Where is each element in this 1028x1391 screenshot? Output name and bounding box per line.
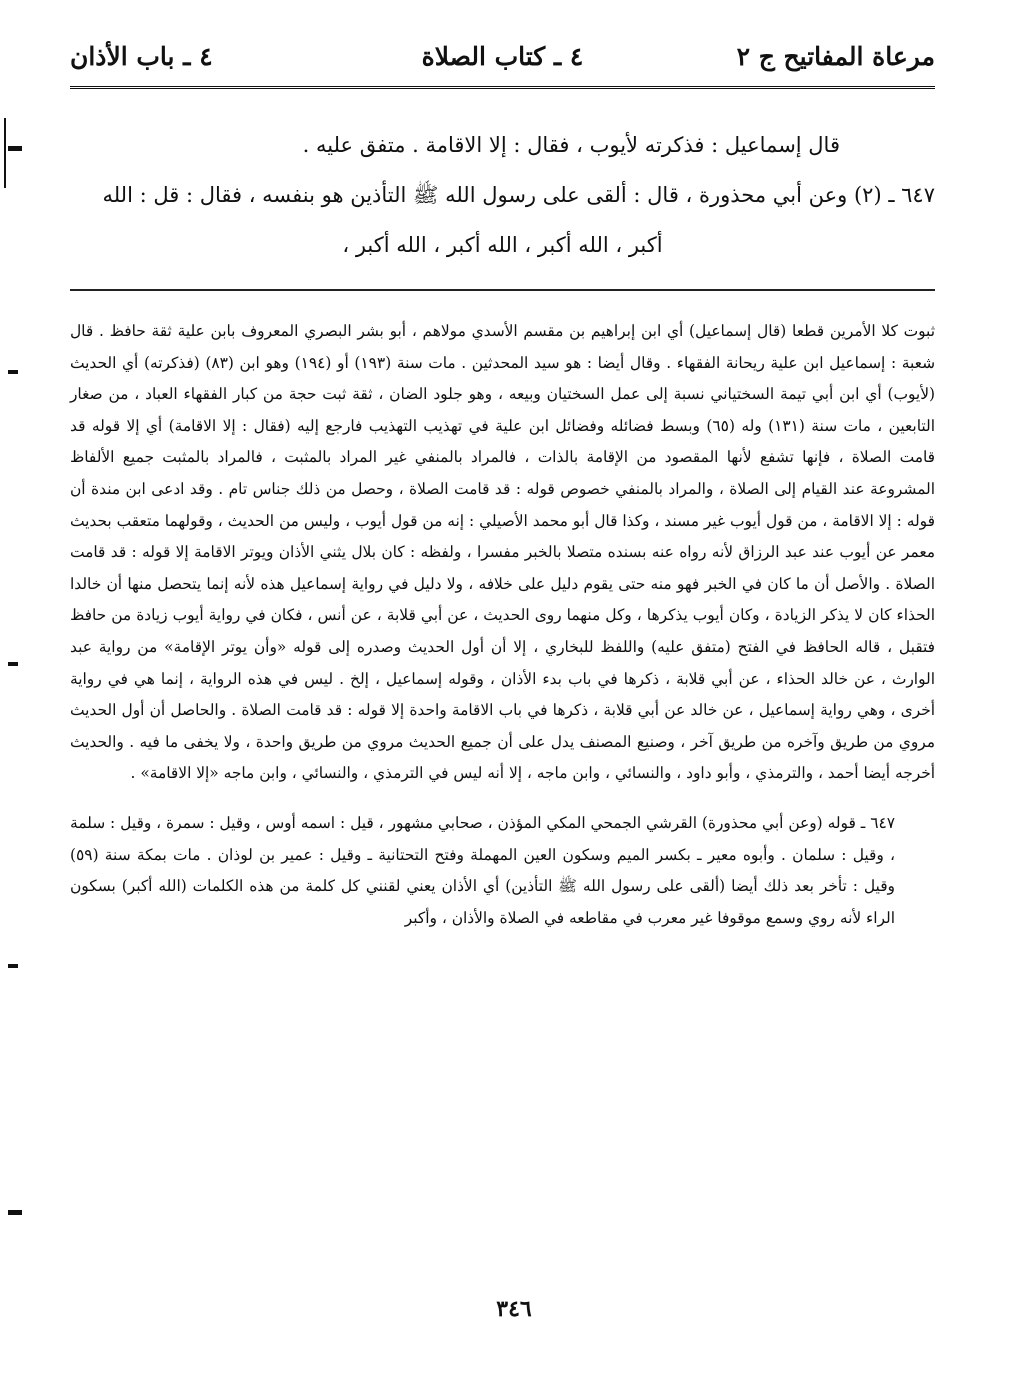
margin-line bbox=[4, 118, 6, 188]
main-text-line-2: ٦٤٧ ـ (٢) وعن أبي محذورة ، قال : ألقى على رسول الله ﷺ التأذين هو بنفسه ، فقال : قل : الله bbox=[102, 183, 935, 207]
margin-mark bbox=[8, 662, 18, 666]
page-number: ٣٤٦ bbox=[496, 1296, 532, 1322]
header-book-title: مرعاة المفاتيح ج ٢ bbox=[736, 42, 935, 71]
main-hadith-text bbox=[70, 120, 935, 270]
main-text-line-1: قال إسماعيل : فذكرته لأيوب ، فقال : إلا الاقامة . متفق عليه . bbox=[302, 133, 840, 157]
header-chapter-title: ٤ ـ كتاب الصلاة bbox=[421, 42, 584, 71]
header-double-rule bbox=[70, 86, 935, 89]
main-text-line-3: أكبر ، الله أكبر ، الله أكبر ، الله أكبر ، bbox=[342, 233, 663, 257]
header-section-title: ٤ ـ باب الأذان bbox=[70, 42, 213, 71]
commentary-paragraph-2: ٦٤٧ ـ قوله (وعن أبي محذورة) القرشي الجمحي المكي المؤذن ، صحابي مشهور ، قيل : اسمه أوس ، وقيل : سمرة ، وقيل : سلمة ، وقيل : سلمان . وأبوه معير ـ بكسر الميم وسكون العين المهملة وفتح التحتانية ـ وقيل : عمير بن لوذان . مات بمكة سنة (٥٩) وقيل : تأخر بعد ذلك أيضا (ألقى على رسول الله ﷺ التأذين) أي الأذان يعني لقنني كل كلمة من هذه الكلمات (الله أكبر) بسكون الراء لأنه روي وسمع موقوفا غير معرب في مقاطعه في الصلاة والأذان ، وأكبر bbox=[70, 813, 895, 927]
margin-mark bbox=[8, 964, 18, 968]
commentary-paragraph-1: ثبوت كلا الأمرين قطعا (قال إسماعيل) أي ابن إبراهيم بن مقسم الأسدي مولاهم ، أبو بشر البصري المعروف بابن علية ثقة حافظ . قال شعبة : إسماعيل ابن علية ريحانة الفقهاء . وقال أيضا : هو سيد المحدثين . مات سنة (١٩٣) أو (١٩٤) وهو ابن (٨٣) (فذكرته) أي الحديث (لأيوب) أي ابن أبي تيمة السختياني نسبة إلى عمل السختيان وبيعه ، وهو جلود الضان ، ثقة ثبت حجة من كبار الفقهاء العباد ، من صغار التابعين ، مات سنة (١٣١) وله (٦٥) وبسط فضائله وفضائل ابن علية في تهذيب التهذيب فارجع إليه (فقال : إلا الاقامة) أي إلا قوله قد قامت الصلاة ، فإنها تشفع لأنها المقصود من الإقامة بالذات ، فالمراد بالمنفي غير المراد بالمثبت ، فالمراد بالمثبت جميع الألفاظ المشروعة عند القيام إلى الصلاة ، والمراد بالمنفي خصوص قوله : قد قامت الصلاة ، وحصل من ذلك جناس تام . وقد ادعى ابن مندة أن قوله : إلا الاقامة ، من قول أيوب غير مسند ، وكذا قال أبو محمد الأصيلي : إنه من قول أيوب ، وليس من الحديث ، وقولهما متعقب بحديث معمر عن أيوب عند عبد الرزاق لأنه رواه عنه بسنده متصلا بالخبر مفسرا ، ولفظه : كان بلال يثني الأذان ويوتر الاقامة إلا قوله : قد قامت الصلاة . والأصل أن ما كان في الخبر فهو منه حتى يقوم دليل على خلافه ، ولا دليل في رواية إسماعيل هذه لأنه إنما يتحصل منها أن خالدا الحذاء كان لا يذكر الزيادة ، وكان أيوب يذكرها ، وكل منهما روى الحديث ، عن أبي قلابة ، عن أنس ، فكان في رواية أيوب زيادة من حافظ فتقبل ، قاله الحافظ في الفتح (متفق عليه) واللفظ للبخاري ، إلا أن أول الحديث وصدره إلى قوله «وأن يوتر الإقامة» من رواية عبد الوارث ، عن خالد الحذاء ، عن أبي قلابة ، ذكرها في باب بدء الأذان ، وقوله إسماعيل ، إلخ . ليس في هذه الرواية ، إنما هي في رواية أخرى ، وهي رواية إسماعيل ، عن خالد عن أبي قلابة ، ذكرها في باب الاقامة واحدة إلا قوله : قد قامت الصلاة . والحاصل أن أول الحديث مروي من طريق وآخره من طريق آخر ، وصنيع المصنف يدل على أن جميع الحديث مروي من طريق واحدة ، ولا يخفى ما فيه . والحديث أخرجه أيضا أحمد ، والترمذي ، وأبو داود ، والنسائي ، وابن ماجه ، إلا أنه ليس في الترمذي ، والنسائي ، وابن ماجه «إلا الاقامة» . bbox=[70, 322, 935, 783]
margin-mark bbox=[8, 146, 22, 151]
margin-mark bbox=[8, 1210, 22, 1215]
running-header bbox=[70, 38, 935, 88]
commentary-text bbox=[70, 316, 935, 934]
margin-mark bbox=[8, 370, 18, 374]
separator-rule bbox=[70, 289, 935, 291]
